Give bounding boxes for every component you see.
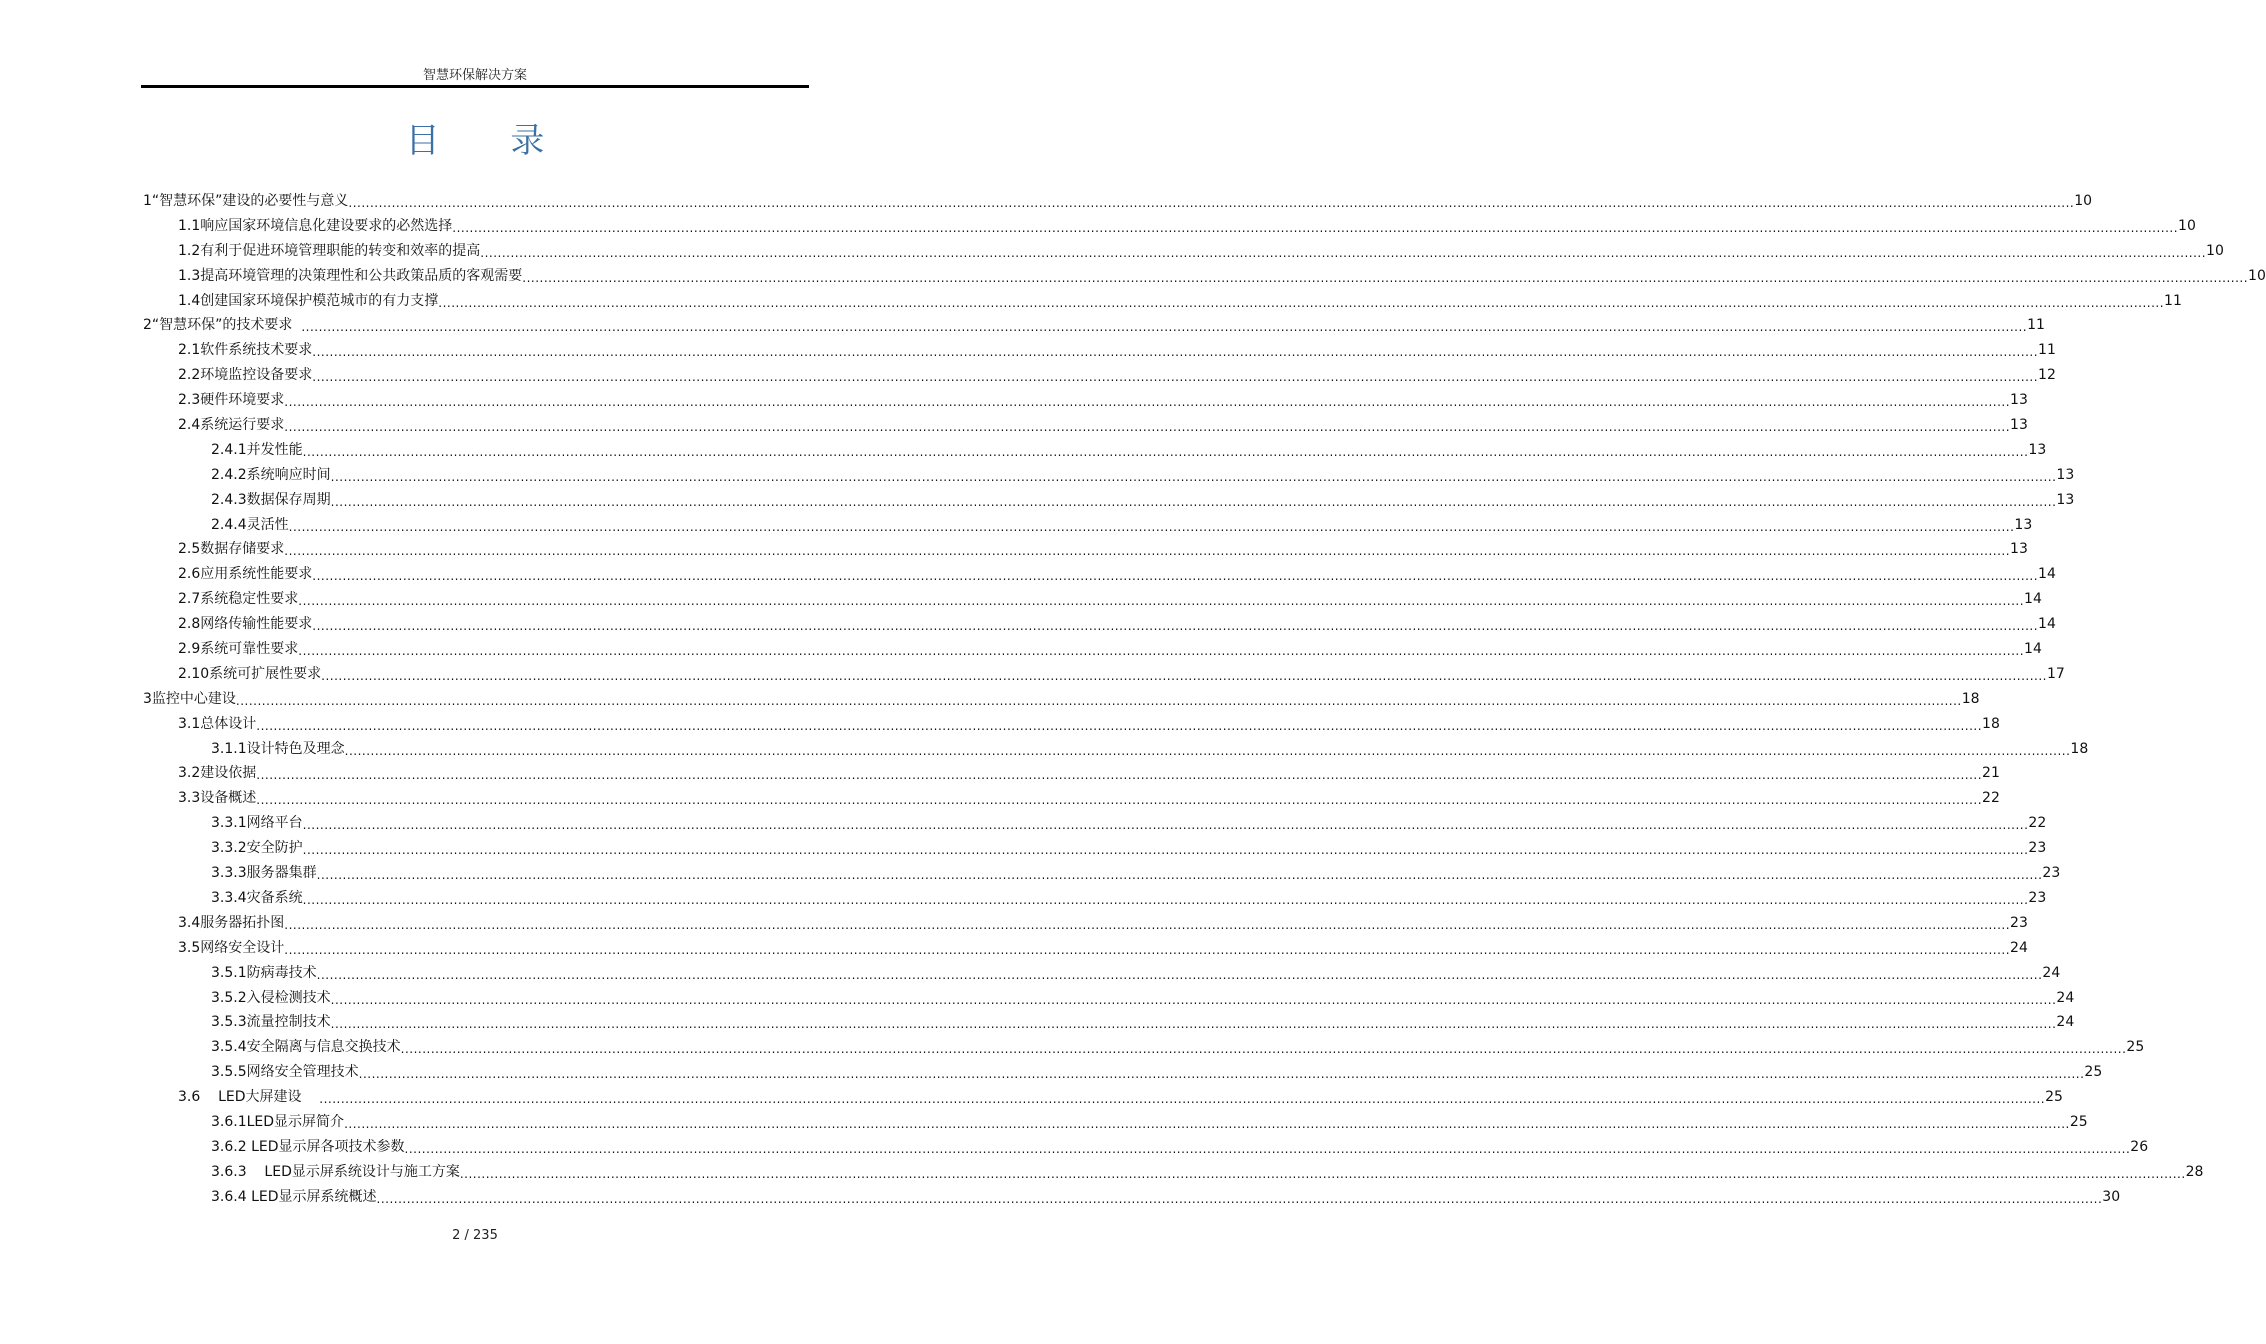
toc-entry-page: 13 xyxy=(2010,417,2028,434)
toc-title: 目 录 xyxy=(405,121,575,161)
toc-entry-page: 10 xyxy=(2074,193,2093,209)
toc-entry-title: 3.3.3服务器集群 xyxy=(211,865,317,882)
toc-entry-page: 18 xyxy=(1982,715,2000,732)
toc-entry[interactable] xyxy=(0,988,2075,1013)
toc-entry-page: 30 xyxy=(2102,1188,2121,1205)
toc-entry-page: 23 xyxy=(2028,889,2047,906)
toc-entry-page: 13 xyxy=(2056,491,2075,508)
toc-entry-title: 2.3硬件环境要求 xyxy=(178,392,285,409)
toc-entry[interactable] xyxy=(0,913,2028,938)
toc-dot-leader: ................................................................................................................................................................................................................................................................................................................................................................................................................ xyxy=(348,196,2075,210)
toc-entry[interactable] xyxy=(0,614,2056,639)
toc-entry-title: 2.10系统可扩展性要求 xyxy=(178,665,322,682)
toc-dot-leader: ................................................................................................................................................................................................................................................................................................................................................................................................................ xyxy=(302,843,2029,858)
toc-entry-title: 1.2有利于促进环境管理职能的转变和效率的提高 xyxy=(178,242,481,259)
toc-entry-title: 3.5.4安全隔离与信息交换技术 xyxy=(211,1039,401,1056)
toc-dot-leader: ................................................................................................................................................................................................................................................................................................................................................................................................................ xyxy=(312,370,2039,385)
toc-entry[interactable] xyxy=(0,888,2047,913)
toc-entry[interactable] xyxy=(0,490,2075,515)
toc-entry[interactable] xyxy=(0,639,2042,664)
toc-dot-leader: ................................................................................................................................................................................................................................................................................................................................................................................................................ xyxy=(284,544,2011,559)
toc-entry-title: 2.6应用系统性能要求 xyxy=(178,566,313,583)
toc-dot-leader: ................................................................................................................................................................................................................................................................................................................................................................................................................ xyxy=(330,469,2057,484)
toc-entry-title: 3.1总体设计 xyxy=(178,715,257,732)
toc-entry-title: 2“智慧环保”的技术要求 xyxy=(143,317,302,334)
toc-entry-title: 1.3提高环境管理的决策理性和公共政策品质的客观需要 xyxy=(178,267,523,284)
toc-dot-leader: ................................................................................................................................................................................................................................................................................................................................................................................................................ xyxy=(316,868,2043,883)
toc-entry[interactable] xyxy=(0,1187,2121,1212)
toc-entry-page: 13 xyxy=(2028,441,2047,458)
toc-dot-leader: ................................................................................................................................................................................................................................................................................................................................................................................................................ xyxy=(376,1191,2103,1206)
toc-entry[interactable] xyxy=(0,1062,2103,1087)
toc-entry-title: 3.4服务器拓扑图 xyxy=(178,914,285,931)
toc-entry-title: 2.8网络传输性能要求 xyxy=(178,616,313,633)
toc-entry[interactable] xyxy=(0,863,2061,888)
toc-entry[interactable] xyxy=(0,813,2047,838)
toc-entry[interactable] xyxy=(0,315,2045,340)
toc-entry-page: 24 xyxy=(2056,989,2075,1006)
toc-entry[interactable] xyxy=(0,714,2000,739)
toc-dot-leader: ................................................................................................................................................................................................................................................................................................................................................................................................................ xyxy=(358,1067,2085,1082)
toc-dot-leader: ................................................................................................................................................................................................................................................................................................................................................................................................................ xyxy=(316,967,2043,982)
toc-list xyxy=(0,191,2266,1212)
toc-dot-leader: ................................................................................................................................................................................................................................................................................................................................................................................................................ xyxy=(330,992,2057,1007)
toc-entry-page: 14 xyxy=(2024,591,2042,608)
toc-entry[interactable] xyxy=(0,515,2033,540)
toc-entry-title: 3.3.2安全防护 xyxy=(211,840,303,857)
toc-entry-title: 2.4.3数据保存周期 xyxy=(211,491,331,508)
toc-dot-leader: ................................................................................................................................................................................................................................................................................................................................................................................................................ xyxy=(256,768,1983,783)
toc-entry-page: 13 xyxy=(2014,516,2033,533)
toc-entry-page: 24 xyxy=(2042,964,2061,981)
page-number: 2 / 235 xyxy=(452,1228,498,1243)
toc-entry[interactable] xyxy=(0,340,2056,365)
toc-dot-leader: ................................................................................................................................................................................................................................................................................................................................................................................................................ xyxy=(459,1166,2186,1181)
toc-dot-leader: ................................................................................................................................................................................................................................................................................................................................................................................................................ xyxy=(312,569,2039,584)
toc-entry-page: 23 xyxy=(2010,914,2028,931)
toc-entry[interactable] xyxy=(0,1012,2075,1037)
toc-entry[interactable] xyxy=(0,564,2056,589)
toc-entry-page: 11 xyxy=(2164,292,2182,309)
toc-entry-page: 10 xyxy=(2206,242,2224,259)
toc-dot-leader: ................................................................................................................................................................................................................................................................................................................................................................................................................ xyxy=(256,718,1983,733)
toc-dot-leader: ................................................................................................................................................................................................................................................................................................................................................................................................................ xyxy=(288,519,2015,534)
toc-entry-title: 2.4.2系统响应时间 xyxy=(211,466,331,483)
toc-dot-leader: ................................................................................................................................................................................................................................................................................................................................................................................................................ xyxy=(344,743,2071,758)
toc-entry-page: 24 xyxy=(2010,939,2028,956)
running-header: 智慧环保解决方案 xyxy=(422,68,527,83)
toc-dot-leader: ................................................................................................................................................................................................................................................................................................................................................................................................................ xyxy=(452,220,2179,235)
toc-dot-leader: ................................................................................................................................................................................................................................................................................................................................................................................................................ xyxy=(298,644,2025,659)
toc-entry[interactable] xyxy=(0,241,2224,266)
toc-entry-title: 3.5.3流量控制技术 xyxy=(211,1014,331,1031)
toc-entry-page: 24 xyxy=(2056,1014,2075,1031)
toc-entry-title: 1.4创建国家环境保护模范城市的有力支撑 xyxy=(178,292,439,309)
toc-dot-leader: ................................................................................................................................................................................................................................................................................................................................................................................................................ xyxy=(330,494,2057,509)
toc-entry[interactable] xyxy=(0,266,2266,291)
toc-entry-title: 3.6.3 LED显示屏系统设计与施工方案 xyxy=(211,1163,460,1180)
toc-entry[interactable] xyxy=(0,440,2047,465)
toc-entry[interactable] xyxy=(0,739,2089,764)
toc-entry[interactable] xyxy=(0,1137,2149,1162)
toc-entry[interactable] xyxy=(0,1112,2088,1137)
toc-entry[interactable] xyxy=(0,589,2042,614)
toc-entry-page: 14 xyxy=(2038,616,2056,633)
toc-dot-leader: ................................................................................................................................................................................................................................................................................................................................................................................................................ xyxy=(284,395,2011,410)
toc-entry-title: 3.3设备概述 xyxy=(178,790,257,807)
toc-entry[interactable] xyxy=(0,763,2000,788)
toc-entry-page: 23 xyxy=(2028,840,2047,857)
toc-entry-page: 26 xyxy=(2130,1138,2149,1155)
toc-entry[interactable] xyxy=(0,1087,2063,1112)
toc-entry-page: 25 xyxy=(2126,1039,2145,1056)
toc-entry-title: 3.1.1设计特色及理念 xyxy=(211,740,345,757)
toc-entry-title: 3.5.1防病毒技术 xyxy=(211,964,317,981)
toc-entry-title: 3.6.4 LED显示屏系统概述 xyxy=(211,1188,377,1205)
toc-dot-leader: ................................................................................................................................................................................................................................................................................................................................................................................................................ xyxy=(330,1017,2057,1032)
toc-entry-title: 2.7系统稳定性要求 xyxy=(178,591,299,608)
toc-entry[interactable] xyxy=(0,291,2182,316)
toc-entry[interactable] xyxy=(0,390,2028,415)
toc-entry-title: 3.5.2入侵检测技术 xyxy=(211,989,331,1006)
toc-entry[interactable] xyxy=(0,689,1980,714)
toc-dot-leader: ................................................................................................................................................................................................................................................................................................................................................................................................................ xyxy=(302,444,2029,459)
toc-entry-page: 22 xyxy=(2028,815,2047,832)
toc-entry-page: 28 xyxy=(2185,1163,2204,1180)
toc-entry-title: 2.1软件系统技术要求 xyxy=(178,342,313,359)
toc-entry[interactable] xyxy=(0,539,2028,564)
toc-dot-leader: ................................................................................................................................................................................................................................................................................................................................................................................................................ xyxy=(480,245,2207,260)
toc-entry-page: 14 xyxy=(2024,641,2042,658)
toc-dot-leader: ................................................................................................................................................................................................................................................................................................................................................................................................................ xyxy=(522,270,2249,285)
toc-entry-page: 13 xyxy=(2010,392,2028,409)
toc-entry-page: 25 xyxy=(2084,1064,2103,1081)
toc-entry-title: 2.4.4灵活性 xyxy=(211,516,289,533)
toc-entry-page: 18 xyxy=(1961,690,1980,707)
toc-entry-page: 10 xyxy=(2248,267,2266,284)
toc-entry-page: 10 xyxy=(2178,217,2196,234)
toc-dot-leader: ................................................................................................................................................................................................................................................................................................................................................................................................................ xyxy=(284,942,2011,957)
toc-entry-title: 2.4.1并发性能 xyxy=(211,441,303,458)
toc-dot-leader: ................................................................................................................................................................................................................................................................................................................................................................................................................ xyxy=(404,1141,2131,1156)
toc-entry-page: 13 xyxy=(2056,466,2075,483)
toc-dot-leader: ................................................................................................................................................................................................................................................................................................................................................................................................................ xyxy=(319,1092,2046,1107)
toc-entry-page: 14 xyxy=(2038,566,2056,583)
toc-dot-leader: ................................................................................................................................................................................................................................................................................................................................................................................................................ xyxy=(298,594,2025,609)
toc-entry-page: 17 xyxy=(2046,665,2065,682)
toc-dot-leader: ................................................................................................................................................................................................................................................................................................................................................................................................................ xyxy=(301,320,2028,335)
toc-entry[interactable] xyxy=(0,664,2065,689)
toc-entry[interactable] xyxy=(0,365,2056,390)
toc-entry-title: 3.6.1LED显示屏简介 xyxy=(211,1113,345,1130)
toc-entry-title: 3监控中心建设 xyxy=(143,690,236,707)
toc-dot-leader: ................................................................................................................................................................................................................................................................................................................................................................................................................ xyxy=(312,345,2039,360)
toc-entry[interactable] xyxy=(0,938,2028,963)
toc-entry[interactable] xyxy=(0,465,2075,490)
toc-entry-page: 11 xyxy=(2027,317,2045,334)
toc-entry-title: 3.5网络安全设计 xyxy=(178,939,285,956)
toc-dot-leader: ................................................................................................................................................................................................................................................................................................................................................................................................................ xyxy=(400,1042,2127,1057)
toc-dot-leader: ................................................................................................................................................................................................................................................................................................................................................................................................................ xyxy=(321,668,2047,683)
toc-entry[interactable] xyxy=(0,838,2047,863)
toc-entry-title: 2.5数据存储要求 xyxy=(178,541,285,558)
toc-entry-page: 25 xyxy=(2069,1113,2088,1130)
toc-dot-leader: ................................................................................................................................................................................................................................................................................................................................................................................................................ xyxy=(256,793,1983,808)
toc-entry-title: 3.3.4灾备系统 xyxy=(211,889,303,906)
toc-dot-leader: ................................................................................................................................................................................................................................................................................................................................................................................................................ xyxy=(438,295,2165,310)
toc-entry-page: 23 xyxy=(2042,865,2061,882)
toc-entry-title: 1“智慧环保”建设的必要性与意义 xyxy=(143,193,349,209)
toc-entry-page: 25 xyxy=(2045,1089,2063,1106)
toc-dot-leader: ................................................................................................................................................................................................................................................................................................................................................................................................................ xyxy=(284,917,2011,932)
toc-entry-title: 2.9系统可靠性要求 xyxy=(178,641,299,658)
toc-entry-title: 3.3.1网络平台 xyxy=(211,815,303,832)
toc-entry-page: 18 xyxy=(2070,740,2089,757)
toc-entry-page: 21 xyxy=(1982,765,2000,782)
toc-entry-title: 3.6.2 LED显示屏各项技术参数 xyxy=(211,1138,405,1155)
toc-entry-title: 3.5.5网络安全管理技术 xyxy=(211,1064,359,1081)
toc-entry[interactable] xyxy=(0,788,2000,813)
toc-entry-page: 11 xyxy=(2038,342,2056,359)
toc-entry-page: 12 xyxy=(2038,367,2056,384)
toc-dot-leader: ................................................................................................................................................................................................................................................................................................................................................................................................................ xyxy=(312,619,2039,634)
toc-entry[interactable] xyxy=(0,1162,2204,1187)
toc-entry[interactable] xyxy=(0,191,2093,216)
toc-dot-leader: ................................................................................................................................................................................................................................................................................................................................................................................................................ xyxy=(302,892,2029,907)
toc-entry-page: 22 xyxy=(1982,790,2000,807)
toc-entry[interactable] xyxy=(0,1037,2145,1062)
toc-entry-page: 13 xyxy=(2010,541,2028,558)
toc-dot-leader: ................................................................................................................................................................................................................................................................................................................................................................................................................ xyxy=(344,1116,2070,1131)
toc-dot-leader: ................................................................................................................................................................................................................................................................................................................................................................................................................ xyxy=(302,818,2029,833)
header-rule xyxy=(141,85,809,88)
toc-dot-leader: ................................................................................................................................................................................................................................................................................................................................................................................................................ xyxy=(284,420,2011,435)
toc-entry[interactable] xyxy=(0,415,2028,440)
toc-entry[interactable] xyxy=(0,963,2061,988)
toc-entry-title: 2.2环境监控设备要求 xyxy=(178,367,313,384)
toc-entry-title: 1.1响应国家环境信息化建设要求的必然选择 xyxy=(178,217,453,234)
toc-dot-leader: ................................................................................................................................................................................................................................................................................................................................................................................................................ xyxy=(235,693,1962,708)
toc-entry-title: 3.6 LED大屏建设 xyxy=(178,1089,320,1106)
toc-entry-title: 2.4系统运行要求 xyxy=(178,417,285,434)
toc-entry[interactable] xyxy=(0,216,2196,241)
toc-entry-title: 3.2建设依据 xyxy=(178,765,257,782)
